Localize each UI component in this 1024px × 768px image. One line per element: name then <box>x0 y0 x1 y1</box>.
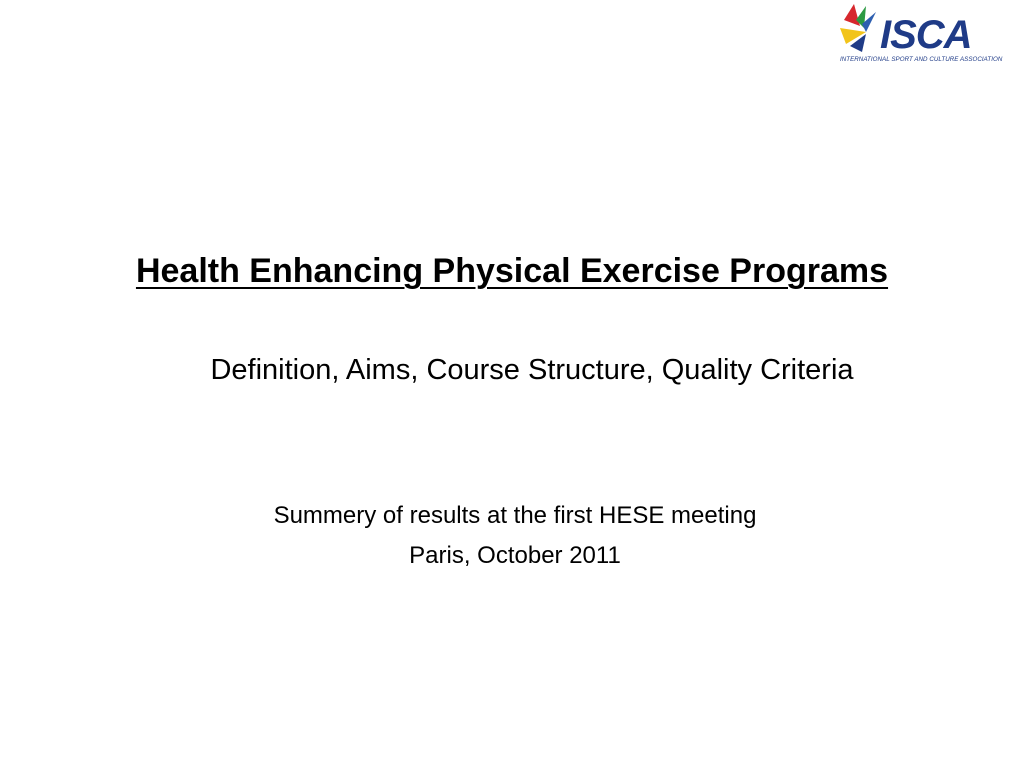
summary-block <box>0 496 1024 576</box>
summary-line-date: Paris, October 2011 <box>409 542 621 569</box>
isca-logo-graphic <box>836 2 1020 58</box>
summary-line-meeting: Summery of results at the first HESE meeting <box>273 502 757 529</box>
isca-logo <box>836 2 1020 68</box>
slide-title: Health Enhancing Physical Exercise Programs <box>135 252 889 290</box>
slide-subtitle: Definition, Aims, Course Structure, Quality Criteria <box>210 354 854 386</box>
logo-wordmark: ISCA <box>880 13 972 57</box>
logo-red-petal <box>844 4 860 26</box>
logo-caption: INTERNATIONAL SPORT AND CULTURE ASSOCIATION <box>840 56 1003 63</box>
